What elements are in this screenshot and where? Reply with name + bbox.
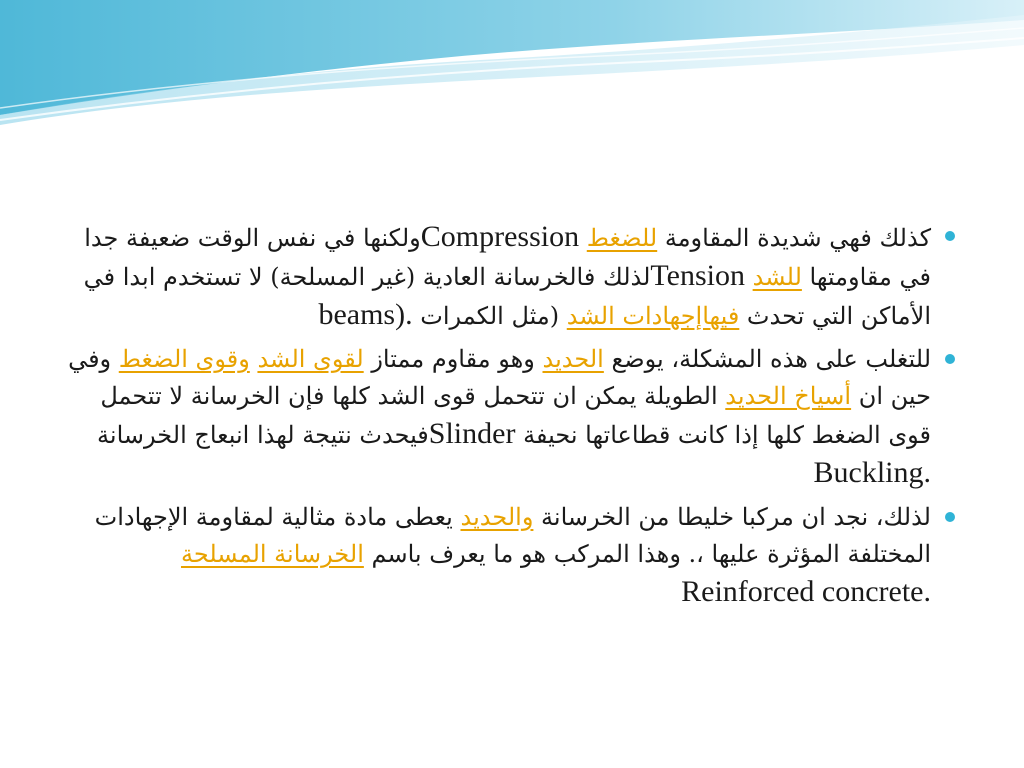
bullet-text: لذلك فالخرسانة العادية (غير المسلحة) لا تستخدم ابدا في الأماكن التي تحدث bbox=[83, 263, 931, 330]
hyperlink-term[interactable]: والحديد bbox=[460, 503, 534, 531]
english-term: Reinforced concrete. bbox=[681, 575, 931, 608]
hyperlink-term[interactable]: الخرسانة المسلحة bbox=[180, 540, 364, 568]
bullet-item bbox=[60, 341, 955, 493]
bullet-dot-icon bbox=[945, 231, 955, 241]
bullet-text: وهو مقاوم ممتاز bbox=[363, 345, 543, 373]
english-term: Tension bbox=[650, 259, 745, 292]
bullet-text: الطويلة يمكن ان تتحمل قوى الشد كلها فإن الخرسانة لا تتحمل قوى الضغط كلها إذا كانت قطاعاتها نحيفة bbox=[100, 382, 931, 449]
bullet-item bbox=[60, 218, 955, 335]
english-term: Compression bbox=[420, 220, 580, 253]
bullet-text bbox=[579, 224, 587, 252]
bullet-text: يعطى مادة مثالية لمقاومة الإجهادات المختلفة المؤثرة عليها ،. وهذا المركب هو ما يعرف باسم bbox=[94, 503, 931, 568]
english-term: Buckling. bbox=[813, 456, 931, 489]
bullet-text: (مثل الكمرات bbox=[412, 302, 567, 330]
bullet-text: وفي حين ان bbox=[68, 345, 931, 410]
hyperlink-term[interactable]: للضغط bbox=[586, 224, 658, 252]
bullet-text bbox=[745, 263, 753, 291]
slide-content bbox=[60, 218, 955, 618]
bullet-text: كذلك فهي شديدة المقاومة bbox=[657, 224, 931, 252]
bullet-item bbox=[60, 499, 955, 612]
bullet-text: فيحدث نتيجة لهذا انبعاج الخرسانة bbox=[97, 421, 429, 449]
bullet-dot-icon bbox=[945, 354, 955, 364]
hyperlink-term[interactable]: وقوى الضغط bbox=[118, 345, 250, 373]
hyperlink-term[interactable]: الحديد bbox=[542, 345, 604, 373]
bullet-text: للتغلب على هذه المشكلة، يوضع bbox=[603, 345, 931, 373]
bullet-text: ولكنها في نفس الوقت ضعيفة جدا في مقاومتها bbox=[84, 224, 931, 291]
english-term: beams). bbox=[318, 298, 413, 331]
bullet-list bbox=[60, 218, 955, 612]
hyperlink-term[interactable]: فيهاإجهادات الشد bbox=[566, 302, 740, 330]
bullet-text: لذلك، نجد ان مركبا خليطا من الخرسانة bbox=[533, 503, 931, 531]
hyperlink-term[interactable]: لقوى الشد bbox=[257, 345, 364, 373]
hyperlink-term[interactable]: أسياخ الحديد bbox=[725, 382, 852, 410]
bullet-dot-icon bbox=[945, 512, 955, 522]
hyperlink-term[interactable]: للشد bbox=[752, 263, 802, 291]
header-wave-decoration bbox=[0, 0, 1024, 130]
english-term: Slinder bbox=[428, 417, 516, 450]
